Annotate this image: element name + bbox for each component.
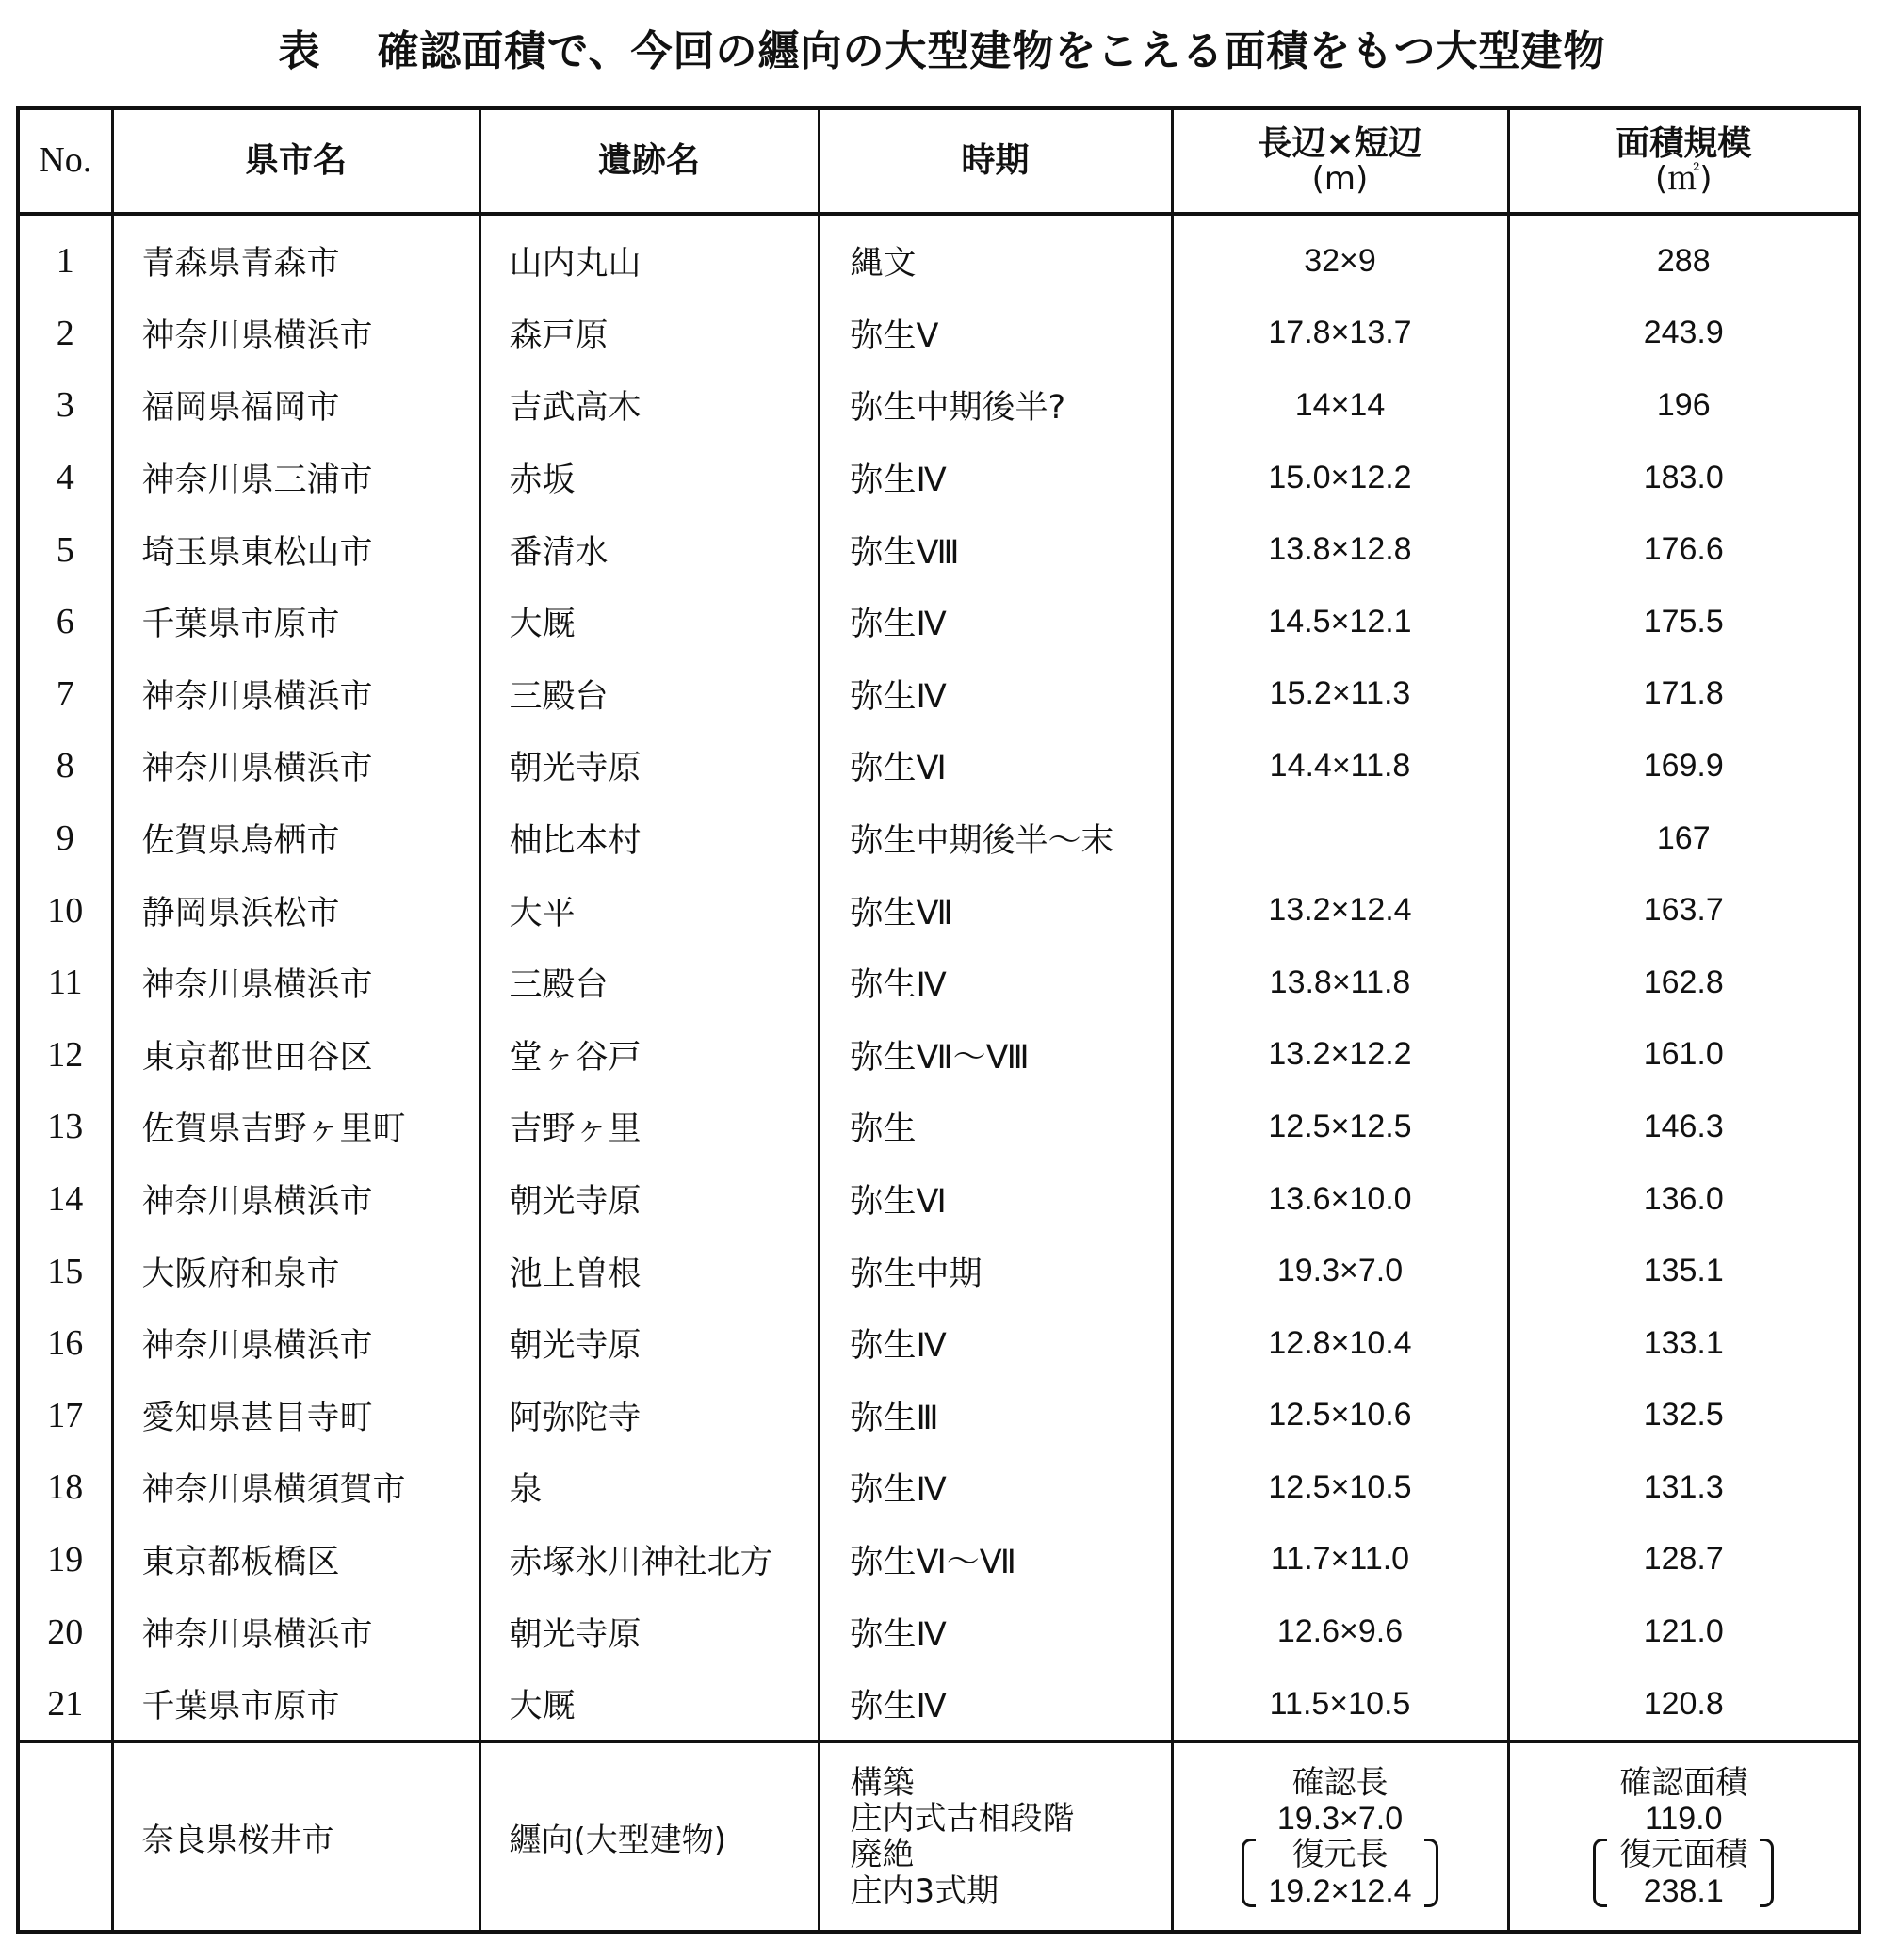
row-no: 9 — [18, 802, 112, 875]
row-prefecture-city: 神奈川県横須賀市 — [112, 1451, 479, 1524]
row-prefecture-city: 神奈川県横浜市 — [112, 658, 479, 731]
row-no: 12 — [18, 1019, 112, 1092]
row-site: 吉武高木 — [479, 369, 819, 442]
row-area: 196 — [1508, 369, 1860, 442]
row-no: 11 — [18, 947, 112, 1019]
row-period: 弥生Ⅵ — [819, 1163, 1172, 1236]
header-no-label: No. — [39, 140, 92, 181]
row-no: 20 — [18, 1596, 112, 1668]
row-period: 弥生Ⅵ — [819, 730, 1172, 802]
summary-area — [1508, 1741, 1860, 1932]
row-area: 176.6 — [1508, 513, 1860, 586]
summary-area-restored: 238.1 — [1643, 1872, 1724, 1909]
row-area: 128.7 — [1508, 1524, 1860, 1596]
table-row — [18, 369, 1860, 442]
row-prefecture-city: 神奈川県三浦市 — [112, 442, 479, 514]
header-area-label: 面積規模 — [1616, 123, 1752, 163]
row-site: 大厩 — [479, 586, 819, 658]
row-period: 弥生中期 — [819, 1235, 1172, 1307]
row-dimensions: 13.8×11.8 — [1172, 947, 1508, 1019]
row-no: 18 — [18, 1451, 112, 1524]
row-dimensions: 11.7×11.0 — [1172, 1524, 1508, 1596]
table-header-row — [18, 108, 1860, 214]
row-site: 赤坂 — [479, 442, 819, 514]
row-site: 朝光寺原 — [479, 1163, 819, 1236]
table-row — [18, 586, 1860, 658]
row-no: 1 — [18, 214, 112, 298]
row-prefecture-city: 千葉県市原市 — [112, 1668, 479, 1742]
row-period: 弥生Ⅴ — [819, 298, 1172, 370]
row-no: 17 — [18, 1380, 112, 1452]
header-dimensions-unit: (m) — [1311, 160, 1369, 199]
row-prefecture-city: 神奈川県横浜市 — [112, 730, 479, 802]
row-site: 番清水 — [479, 513, 819, 586]
row-dimensions: 13.2×12.2 — [1172, 1019, 1508, 1092]
table-row — [18, 298, 1860, 370]
table-row — [18, 1524, 1860, 1596]
row-dimensions: 13.2×12.4 — [1172, 874, 1508, 947]
summary-dimensions-confirmed-label: 確認長 — [1291, 1765, 1389, 1802]
row-site: 森戸原 — [479, 298, 819, 370]
row-dimensions: 15.2×11.3 — [1172, 658, 1508, 731]
table-row — [18, 1091, 1860, 1163]
table-row — [18, 1307, 1860, 1380]
table-row — [18, 442, 1860, 514]
summary-dimensions-confirmed: 19.3×7.0 — [1276, 1801, 1404, 1838]
row-area: 161.0 — [1508, 1019, 1860, 1092]
row-prefecture-city: 埼玉県東松山市 — [112, 513, 479, 586]
row-period: 弥生Ⅳ — [819, 1451, 1172, 1524]
row-prefecture-city: 千葉県市原市 — [112, 586, 479, 658]
table-label: 表 — [278, 27, 321, 75]
summary-area-confirmed: 119.0 — [1644, 1801, 1723, 1838]
row-prefecture-city: 東京都板橋区 — [112, 1524, 479, 1596]
row-dimensions: 17.8×13.7 — [1172, 298, 1508, 370]
row-dimensions: 12.6×9.6 — [1172, 1596, 1508, 1668]
header-no — [18, 108, 112, 214]
table-row — [18, 730, 1860, 802]
row-dimensions: 13.8×12.8 — [1172, 513, 1508, 586]
table-body — [18, 214, 1860, 1932]
table-row — [18, 1596, 1860, 1668]
row-site: 山内丸山 — [479, 214, 819, 298]
row-period: 弥生Ⅳ — [819, 586, 1172, 658]
row-area: 121.0 — [1508, 1596, 1860, 1668]
row-period: 縄文 — [819, 214, 1172, 298]
row-dimensions: 13.6×10.0 — [1172, 1163, 1508, 1236]
row-no: 6 — [18, 586, 112, 658]
row-site: 赤塚氷川神社北方 — [479, 1524, 819, 1596]
row-no: 13 — [18, 1091, 112, 1163]
row-dimensions: 19.3×7.0 — [1172, 1235, 1508, 1307]
header-period-label: 時期 — [961, 141, 1030, 181]
table-row — [18, 1668, 1860, 1742]
header-site — [479, 108, 819, 214]
header-prefecture-city — [112, 108, 479, 214]
row-area: 175.5 — [1508, 586, 1860, 658]
row-period: 弥生Ⅷ — [819, 513, 1172, 586]
row-site: 大平 — [479, 874, 819, 947]
header-area-unit: (㎡) — [1654, 160, 1713, 199]
row-area: 146.3 — [1508, 1091, 1860, 1163]
table-row — [18, 513, 1860, 586]
row-area: 132.5 — [1508, 1380, 1860, 1452]
row-prefecture-city: 神奈川県横浜市 — [112, 1307, 479, 1380]
row-prefecture-city: 愛知県甚目寺町 — [112, 1380, 479, 1452]
summary-dimensions-restored: 19.2×12.4 — [1268, 1872, 1412, 1909]
table-row — [18, 658, 1860, 731]
row-period: 弥生Ⅳ — [819, 1596, 1172, 1668]
row-area: 169.9 — [1508, 730, 1860, 802]
row-prefecture-city: 佐賀県鳥栖市 — [112, 802, 479, 875]
summary-period-line-2: 庄内式古相段階 — [850, 1800, 1075, 1839]
row-dimensions — [1172, 802, 1508, 875]
header-period — [819, 108, 1172, 214]
row-dimensions: 15.0×12.2 — [1172, 442, 1508, 514]
row-area: 171.8 — [1508, 658, 1860, 731]
row-area: 243.9 — [1508, 298, 1860, 370]
table-row — [18, 1380, 1860, 1452]
row-no: 14 — [18, 1163, 112, 1236]
header-area — [1508, 108, 1860, 214]
row-period: 弥生Ⅳ — [819, 1307, 1172, 1380]
row-period: 弥生Ⅶ — [819, 874, 1172, 947]
row-prefecture-city: 青森県青森市 — [112, 214, 479, 298]
row-prefecture-city: 神奈川県横浜市 — [112, 947, 479, 1019]
summary-row-makimuku — [18, 1741, 1860, 1932]
summary-period-line-4: 庄内3式期 — [850, 1871, 999, 1910]
summary-area-restored-bracket — [1593, 1837, 1774, 1908]
row-area: 136.0 — [1508, 1163, 1860, 1236]
row-dimensions: 12.5×12.5 — [1172, 1091, 1508, 1163]
table-row — [18, 214, 1860, 298]
row-site: 三殿台 — [479, 947, 819, 1019]
table-row — [18, 802, 1860, 875]
row-period: 弥生Ⅳ — [819, 442, 1172, 514]
row-prefecture-city: 神奈川県横浜市 — [112, 1596, 479, 1668]
table-row — [18, 1451, 1860, 1524]
row-dimensions: 12.5×10.6 — [1172, 1380, 1508, 1452]
header-dimensions-label: 長辺×短辺 — [1258, 123, 1422, 163]
table-row — [18, 1019, 1860, 1092]
summary-site: 纒向(大型建物) — [479, 1741, 819, 1932]
row-dimensions: 14×14 — [1172, 369, 1508, 442]
row-period: 弥生Ⅶ～Ⅷ — [819, 1019, 1172, 1092]
row-no: 10 — [18, 874, 112, 947]
row-site: 泉 — [479, 1451, 819, 1524]
row-site: 堂ヶ谷戸 — [479, 1019, 819, 1092]
summary-period-line-1: 構築 — [850, 1764, 915, 1803]
row-prefecture-city: 東京都世田谷区 — [112, 1019, 479, 1092]
header-site-label: 遺跡名 — [597, 141, 700, 181]
row-period: 弥生Ⅵ～Ⅶ — [819, 1524, 1172, 1596]
row-site: 阿弥陀寺 — [479, 1380, 819, 1452]
row-site: 朝光寺原 — [479, 1307, 819, 1380]
row-area: 131.3 — [1508, 1451, 1860, 1524]
summary-period — [819, 1741, 1172, 1932]
row-area: 120.8 — [1508, 1668, 1860, 1742]
row-period: 弥生Ⅳ — [819, 1668, 1172, 1742]
row-area: 183.0 — [1508, 442, 1860, 514]
row-site: 池上曽根 — [479, 1235, 819, 1307]
row-prefecture-city: 神奈川県横浜市 — [112, 1163, 479, 1236]
row-area: 167 — [1508, 802, 1860, 875]
row-dimensions: 14.5×12.1 — [1172, 586, 1508, 658]
row-period: 弥生中期後半～末 — [819, 802, 1172, 875]
row-no: 3 — [18, 369, 112, 442]
row-site: 朝光寺原 — [479, 1596, 819, 1668]
large-buildings-table — [16, 106, 1861, 1934]
row-dimensions: 12.5×10.5 — [1172, 1451, 1508, 1524]
summary-area-restored-label: 復元面積 — [1619, 1837, 1748, 1873]
page-title — [0, 17, 1884, 77]
row-site: 大厩 — [479, 1668, 819, 1742]
row-no: 15 — [18, 1235, 112, 1307]
row-site: 吉野ヶ里 — [479, 1091, 819, 1163]
row-prefecture-city: 神奈川県横浜市 — [112, 298, 479, 370]
row-prefecture-city: 佐賀県吉野ヶ里町 — [112, 1091, 479, 1163]
row-dimensions: 12.8×10.4 — [1172, 1307, 1508, 1380]
row-period: 弥生 — [819, 1091, 1172, 1163]
summary-prefecture-city: 奈良県桜井市 — [112, 1741, 479, 1932]
row-dimensions: 11.5×10.5 — [1172, 1668, 1508, 1742]
row-dimensions: 14.4×11.8 — [1172, 730, 1508, 802]
summary-no — [18, 1741, 112, 1932]
row-period: 弥生Ⅳ — [819, 947, 1172, 1019]
row-prefecture-city: 静岡県浜松市 — [112, 874, 479, 947]
row-no: 19 — [18, 1524, 112, 1596]
header-prefecture-city-label: 県市名 — [244, 141, 347, 181]
summary-area-confirmed-label: 確認面積 — [1619, 1765, 1748, 1802]
row-area: 162.8 — [1508, 947, 1860, 1019]
summary-period-line-3: 廃絶 — [850, 1836, 915, 1874]
row-no: 8 — [18, 730, 112, 802]
row-site: 朝光寺原 — [479, 730, 819, 802]
row-area: 163.7 — [1508, 874, 1860, 947]
table-title-text: 確認面積で、今回の纒向の大型建物をこえる面積をもつ大型建物 — [377, 27, 1606, 75]
row-period: 弥生Ⅳ — [819, 658, 1172, 731]
header-dimensions — [1172, 108, 1508, 214]
table-row — [18, 1235, 1860, 1307]
row-period: 弥生Ⅲ — [819, 1380, 1172, 1452]
table-row — [18, 947, 1860, 1019]
row-area: 133.1 — [1508, 1307, 1860, 1380]
table-row — [18, 1163, 1860, 1236]
row-no: 16 — [18, 1307, 112, 1380]
summary-dimensions — [1172, 1741, 1508, 1932]
row-prefecture-city: 福岡県福岡市 — [112, 369, 479, 442]
row-no: 2 — [18, 298, 112, 370]
row-site: 三殿台 — [479, 658, 819, 731]
row-area: 288 — [1508, 214, 1860, 298]
row-prefecture-city: 大阪府和泉市 — [112, 1235, 479, 1307]
summary-dimensions-restored-bracket — [1242, 1837, 1437, 1908]
row-no: 7 — [18, 658, 112, 731]
table-row — [18, 874, 1860, 947]
row-no: 5 — [18, 513, 112, 586]
row-no: 21 — [18, 1668, 112, 1742]
row-no: 4 — [18, 442, 112, 514]
row-period: 弥生中期後半? — [819, 369, 1172, 442]
row-dimensions: 32×9 — [1172, 214, 1508, 298]
row-site: 柚比本村 — [479, 802, 819, 875]
row-area: 135.1 — [1508, 1235, 1860, 1307]
summary-dimensions-restored-label: 復元長 — [1291, 1837, 1389, 1873]
